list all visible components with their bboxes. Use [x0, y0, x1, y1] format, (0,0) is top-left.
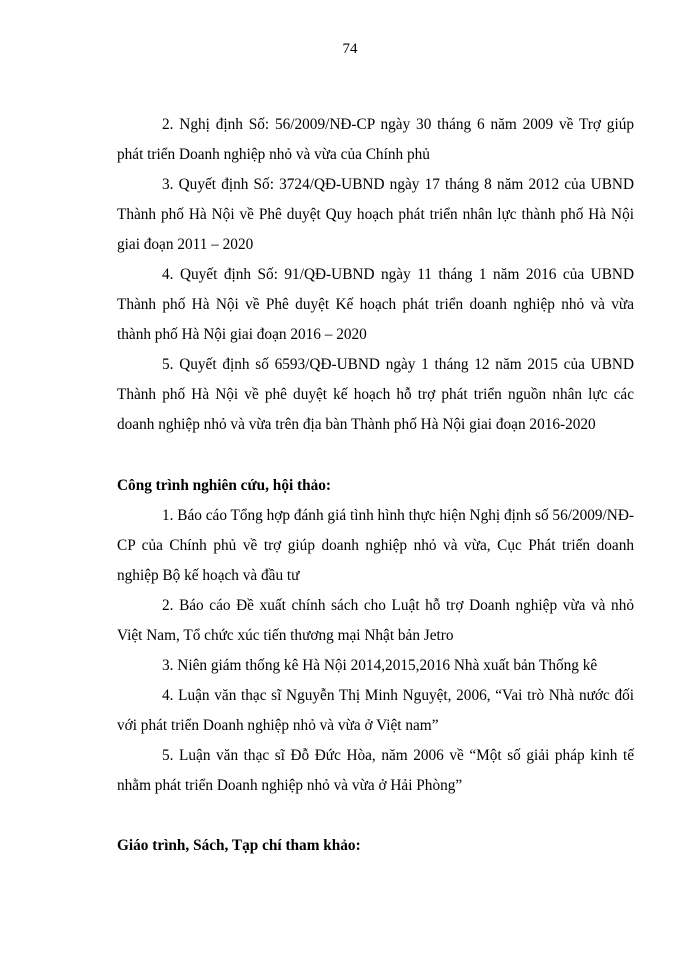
- research-list: [117, 501, 634, 801]
- reference-item: 5. Quyết định số 6593/QĐ-UBND ngày 1 tháng 12 năm 2015 của UBND Thành phố Hà Nội về phê duyệt kế hoạch hỗ trợ phát triển nguồn nhân lực các doanh nghiệp nhỏ và vừa trên địa bàn Thành phố Hà Nội giai đoạn 2016-2020: [117, 356, 634, 433]
- reference-item: 1. Báo cáo Tổng hợp đánh giá tình hình thực hiện Nghị định số 56/2009/NĐ-CP của Chính phủ về trợ giúp doanh nghiệp nhỏ và vừa, Cục Phát triển doanh nghiệp Bộ kế hoạch và đầu tư: [117, 507, 634, 584]
- reference-item: 2. Nghị định Số: 56/2009/NĐ-CP ngày 30 tháng 6 năm 2009 về Trợ giúp phát triển Doanh nghiệp nhỏ và vừa của Chính phủ: [117, 116, 634, 163]
- research-heading: Công trình nghiên cứu, hội thảo:: [117, 477, 332, 494]
- decree-list: [117, 110, 634, 440]
- books-heading: Giáo trình, Sách, Tạp chí tham khảo:: [117, 837, 361, 854]
- reference-item: 2. Báo cáo Đề xuất chính sách cho Luật hỗ trợ Doanh nghiệp vừa và nhỏ Việt Nam, Tổ chức xúc tiến thương mại Nhật bản Jetro: [117, 597, 634, 644]
- page-number: 74: [342, 41, 358, 57]
- reference-item: 5. Luận văn thạc sĩ Đỗ Đức Hòa, năm 2006 về “Một số giải pháp kinh tế nhằm phát triển Doanh nghiệp nhỏ và vừa ở Hải Phòng”: [117, 747, 634, 794]
- reference-item: 3. Niên giám thống kê Hà Nội 2014,2015,2016 Nhà xuất bản Thống kê: [162, 657, 598, 674]
- reference-item: 4. Luận văn thạc sĩ Nguyễn Thị Minh Nguyệt, 2006, “Vai trò Nhà nước đối với phát triển Doanh nghiệp nhỏ và vừa ở Việt nam”: [117, 687, 634, 734]
- reference-item: 3. Quyết định Số: 3724/QĐ-UBND ngày 17 tháng 8 năm 2012 của UBND Thành phố Hà Nội về Phê duyệt Quy hoạch phát triển nhân lực thành phố Hà Nội giai đoạn 2011 – 2020: [117, 176, 634, 253]
- reference-item: 4. Quyết định Số: 91/QĐ-UBND ngày 11 tháng 1 năm 2016 của UBND Thành phố Hà Nội về Phê duyệt Kế hoạch phát triển doanh nghiệp nhỏ và vừa thành phố Hà Nội giai đoạn 2016 – 2020: [117, 266, 634, 343]
- page-content: [117, 110, 634, 861]
